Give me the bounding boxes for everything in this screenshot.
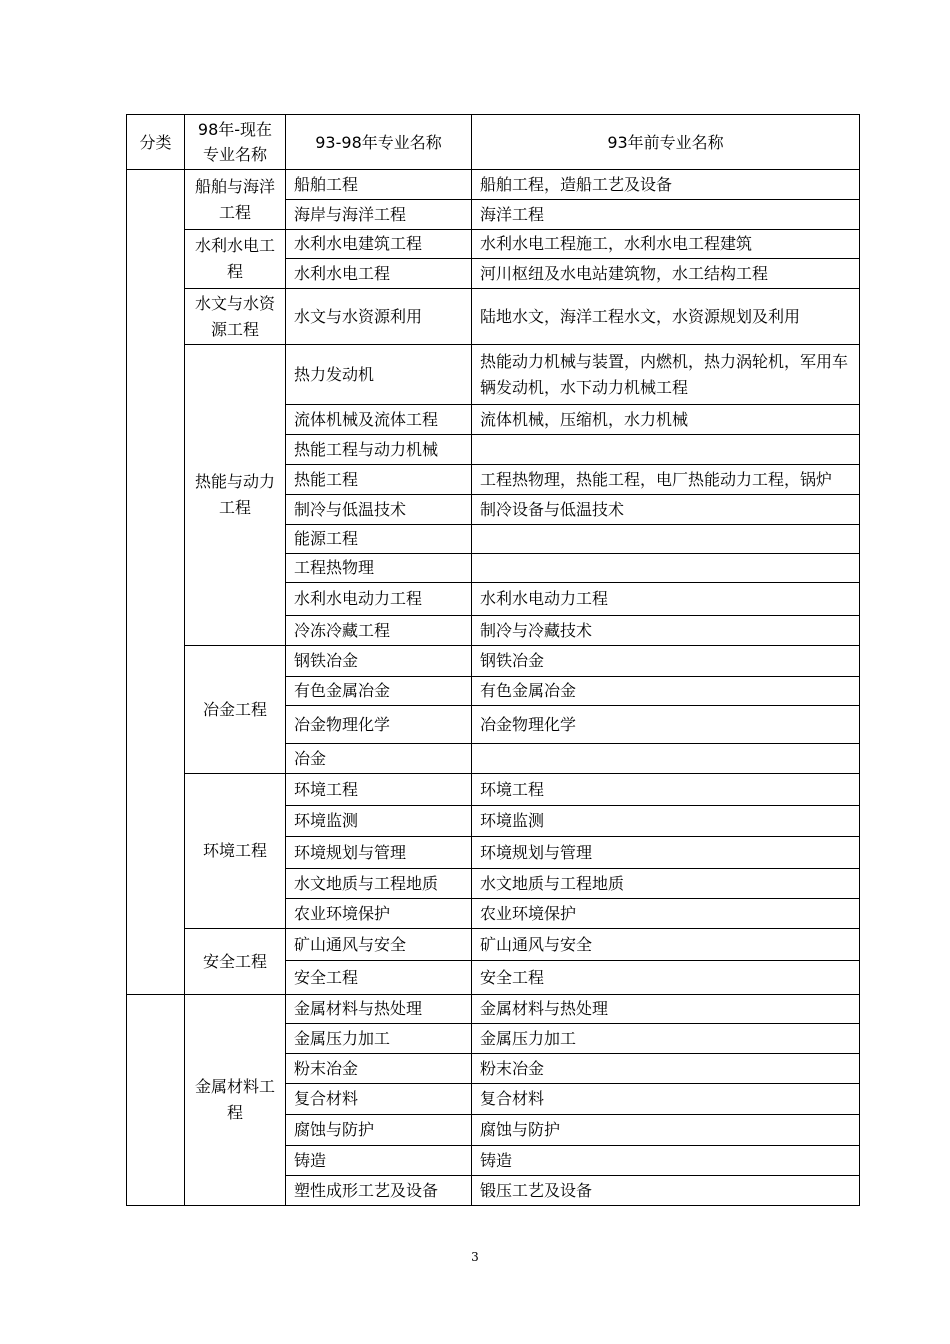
current-major-cell: 船舶与海洋工程 [185, 170, 286, 230]
majors-table [126, 114, 860, 1206]
major-93-98-cell: 热能工程 [286, 465, 472, 495]
major-pre-93-cell: 金属压力加工 [472, 1024, 860, 1054]
header-row [127, 115, 860, 170]
major-pre-93-cell: 冶金物理化学 [472, 706, 860, 744]
major-93-98-cell: 水文地质与工程地质 [286, 869, 472, 899]
major-pre-93-cell: 铸造 [472, 1146, 860, 1176]
table-row [127, 995, 860, 1024]
major-93-98-cell: 冶金物理化学 [286, 706, 472, 744]
major-pre-93-cell: 制冷设备与低温技术 [472, 495, 860, 525]
header-category: 分类 [127, 115, 185, 170]
current-major-cell: 热能与动力工程 [185, 345, 286, 646]
table-row [127, 170, 860, 200]
major-pre-93-cell: 环境工程 [472, 774, 860, 806]
major-93-98-cell: 环境工程 [286, 774, 472, 806]
header-pre-93-name: 93年前专业名称 [472, 115, 860, 170]
table-row [127, 345, 860, 405]
major-pre-93-cell [472, 744, 860, 774]
table-row [127, 929, 860, 961]
major-pre-93-cell: 热能动力机械与装置，内燃机，热力涡轮机，军用车辆发动机，水下动力机械工程 [472, 345, 860, 405]
major-93-98-cell: 金属压力加工 [286, 1024, 472, 1054]
major-93-98-cell: 水利水电建筑工程 [286, 230, 472, 259]
major-93-98-cell: 制冷与低温技术 [286, 495, 472, 525]
current-major-cell: 金属材料工程 [185, 995, 286, 1206]
current-major-cell: 环境工程 [185, 774, 286, 929]
category-cell [127, 170, 185, 995]
major-pre-93-cell [472, 554, 860, 583]
major-pre-93-cell: 水利水电动力工程 [472, 583, 860, 616]
major-pre-93-cell: 钢铁冶金 [472, 646, 860, 677]
major-pre-93-cell [472, 525, 860, 554]
major-93-98-cell: 流体机械及流体工程 [286, 405, 472, 435]
major-93-98-cell: 水文与水资源利用 [286, 289, 472, 345]
major-93-98-cell: 有色金属冶金 [286, 677, 472, 706]
major-pre-93-cell: 腐蚀与防护 [472, 1115, 860, 1146]
header-current-name: 98年-现在专业名称 [185, 115, 286, 170]
major-93-98-cell: 工程热物理 [286, 554, 472, 583]
major-pre-93-cell: 农业环境保护 [472, 899, 860, 929]
major-93-98-cell: 塑性成形工艺及设备 [286, 1176, 472, 1206]
major-93-98-cell: 冶金 [286, 744, 472, 774]
major-pre-93-cell: 粉末冶金 [472, 1054, 860, 1084]
major-93-98-cell: 腐蚀与防护 [286, 1115, 472, 1146]
table-row [127, 230, 860, 259]
category-cell [127, 995, 185, 1206]
major-pre-93-cell: 锻压工艺及设备 [472, 1176, 860, 1206]
header-93-98-name: 93-98年专业名称 [286, 115, 472, 170]
major-pre-93-cell: 金属材料与热处理 [472, 995, 860, 1024]
major-pre-93-cell: 水文地质与工程地质 [472, 869, 860, 899]
major-93-98-cell: 钢铁冶金 [286, 646, 472, 677]
major-pre-93-cell: 流体机械，压缩机，水力机械 [472, 405, 860, 435]
major-pre-93-cell: 河川枢纽及水电站建筑物，水工结构工程 [472, 259, 860, 289]
current-major-cell: 冶金工程 [185, 646, 286, 774]
major-pre-93-cell: 陆地水文，海洋工程水文，水资源规划及利用 [472, 289, 860, 345]
major-pre-93-cell: 环境监测 [472, 806, 860, 837]
table-row [127, 774, 860, 806]
major-93-98-cell: 农业环境保护 [286, 899, 472, 929]
major-pre-93-cell: 工程热物理，热能工程，电厂热能动力工程，锅炉 [472, 465, 860, 495]
major-93-98-cell: 热力发动机 [286, 345, 472, 405]
major-93-98-cell: 安全工程 [286, 961, 472, 995]
major-93-98-cell: 能源工程 [286, 525, 472, 554]
table-row [127, 646, 860, 677]
major-pre-93-cell: 复合材料 [472, 1084, 860, 1115]
major-93-98-cell: 热能工程与动力机械 [286, 435, 472, 465]
major-pre-93-cell: 矿山通风与安全 [472, 929, 860, 961]
major-93-98-cell: 水利水电动力工程 [286, 583, 472, 616]
current-major-cell: 水利水电工程 [185, 230, 286, 289]
major-pre-93-cell: 制冷与冷藏技术 [472, 616, 860, 646]
major-93-98-cell: 环境监测 [286, 806, 472, 837]
major-93-98-cell: 船舶工程 [286, 170, 472, 200]
major-93-98-cell: 复合材料 [286, 1084, 472, 1115]
table-row [127, 289, 860, 345]
major-pre-93-cell: 船舶工程，造船工艺及设备 [472, 170, 860, 200]
major-pre-93-cell: 环境规划与管理 [472, 837, 860, 869]
major-93-98-cell: 铸造 [286, 1146, 472, 1176]
major-93-98-cell: 冷冻冷藏工程 [286, 616, 472, 646]
major-pre-93-cell: 有色金属冶金 [472, 677, 860, 706]
current-major-cell: 安全工程 [185, 929, 286, 995]
major-93-98-cell: 环境规划与管理 [286, 837, 472, 869]
majors-table-body [127, 115, 860, 1206]
major-pre-93-cell: 海洋工程 [472, 200, 860, 230]
major-pre-93-cell [472, 435, 860, 465]
major-93-98-cell: 海岸与海洋工程 [286, 200, 472, 230]
major-93-98-cell: 粉末冶金 [286, 1054, 472, 1084]
major-pre-93-cell: 水利水电工程施工，水利水电工程建筑 [472, 230, 860, 259]
page-number: 3 [471, 1250, 479, 1264]
major-93-98-cell: 矿山通风与安全 [286, 929, 472, 961]
major-93-98-cell: 水利水电工程 [286, 259, 472, 289]
major-pre-93-cell: 安全工程 [472, 961, 860, 995]
current-major-cell: 水文与水资源工程 [185, 289, 286, 345]
major-93-98-cell: 金属材料与热处理 [286, 995, 472, 1024]
